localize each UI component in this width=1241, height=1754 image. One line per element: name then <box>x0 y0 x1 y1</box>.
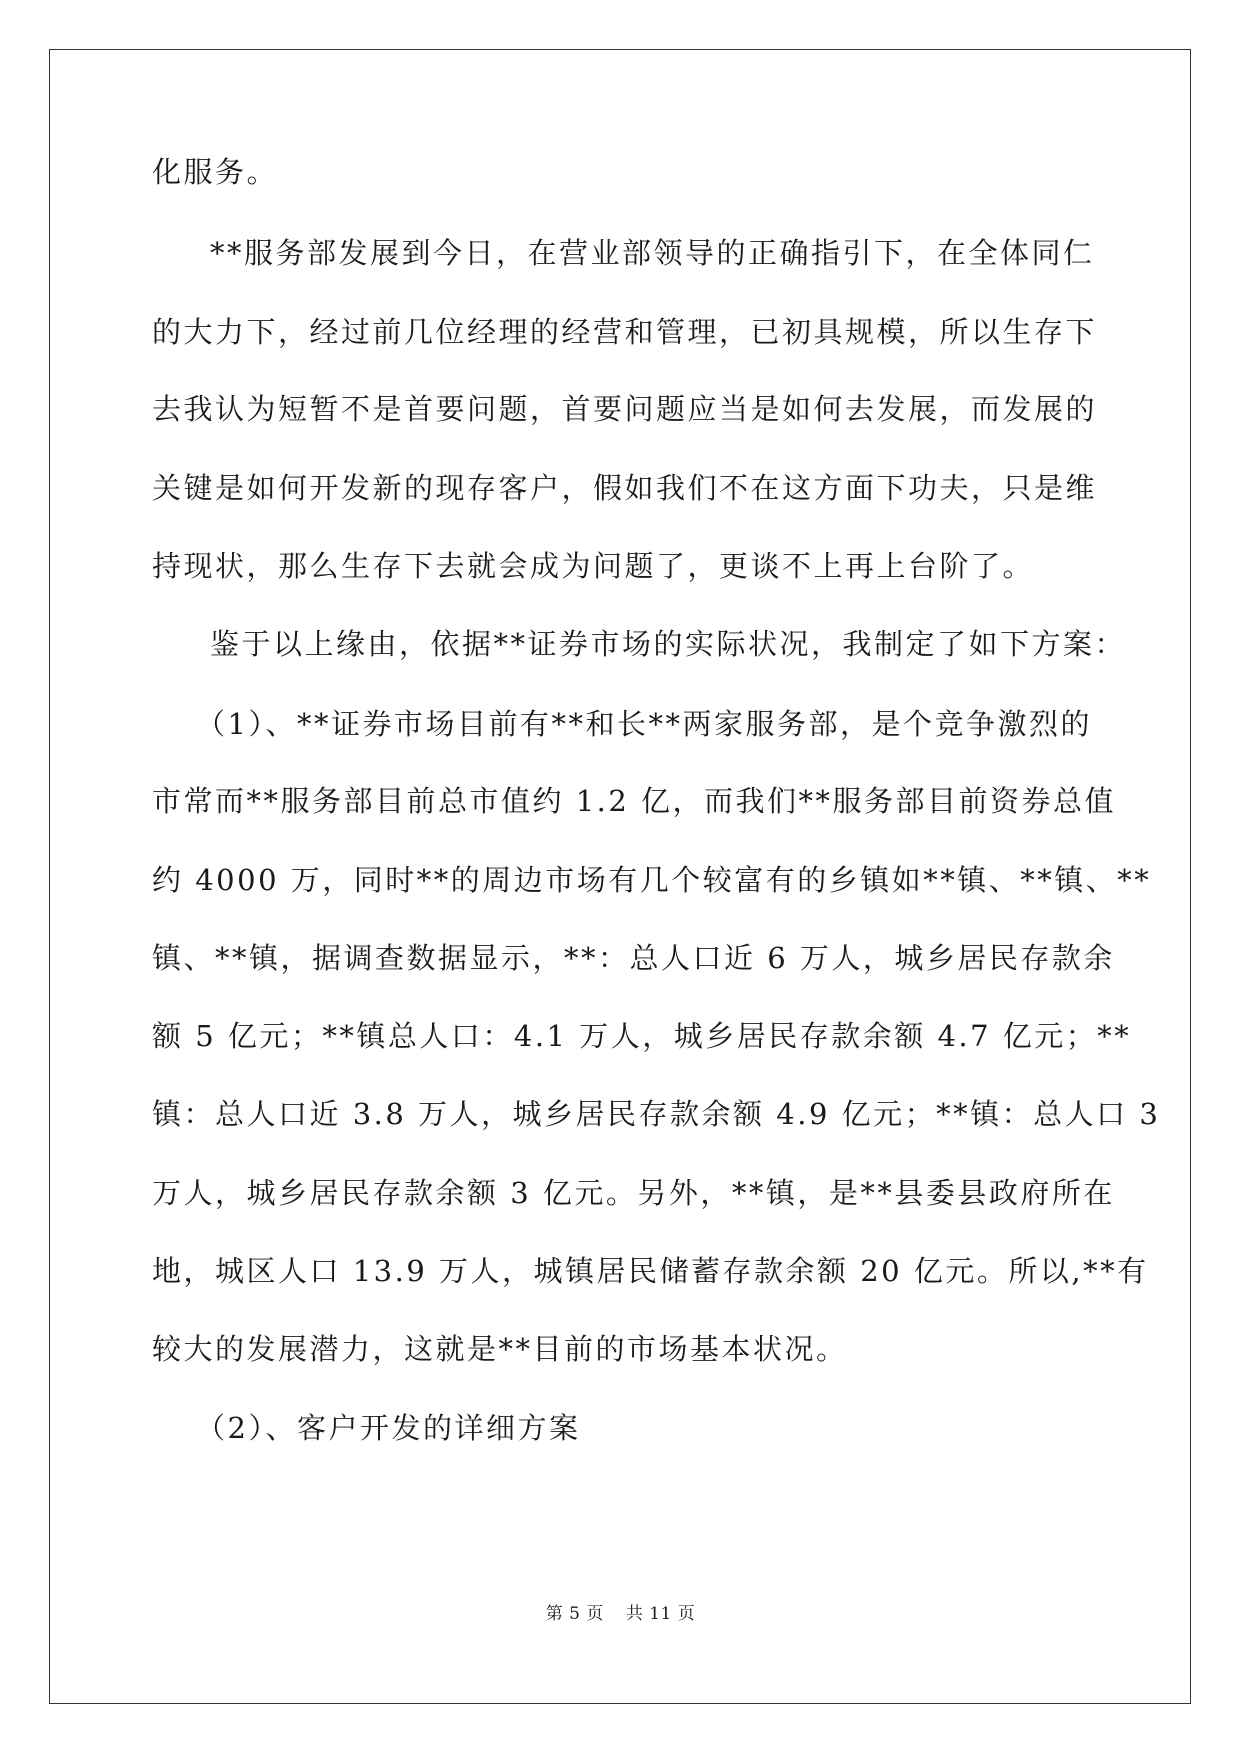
body-line-4: 去我认为短暂不是首要问题，首要问题应当是如何去发展，而发展的 <box>152 392 1098 426</box>
body-line-5: 关键是如何开发新的现存客户，假如我们不在这方面下功夫，只是维 <box>152 471 1098 505</box>
body-line-2: **服务部发展到今日，在营业部领导的正确指引下，在全体同仁 <box>210 236 1095 270</box>
body-line-10: 约 4000 万，同时**的周边市场有几个较富有的乡镇如**镇、**镇、** <box>152 863 1152 897</box>
body-line-11: 镇、**镇，据调查数据显示，**：总人口近 6 万人，城乡居民存款余 <box>152 941 1115 975</box>
body-line-6: 持现状，那么生存下去就会成为问题了，更谈不上再上台阶了。 <box>152 549 1035 583</box>
page-total: 共 11 页 <box>625 1604 696 1624</box>
page-footer <box>0 1602 1241 1626</box>
body-line-15: 地，城区人口 13.9 万人，城镇居民储蓄存款余额 20 亿元。所以,**有 <box>152 1254 1149 1288</box>
body-line-8: （1）、**证券市场目前有**和长**两家服务部，是个竞争激烈的 <box>196 707 1092 741</box>
body-line-16: 较大的发展潜力，这就是**目前的市场基本状况。 <box>152 1332 848 1366</box>
body-line-14: 万人，城乡居民存款余额 3 亿元。另外，**镇，是**县委县政府所在 <box>152 1176 1115 1210</box>
body-line-12: 额 5 亿元；**镇总人口：4.1 万人，城乡居民存款余额 4.7 亿元；** <box>152 1019 1132 1053</box>
body-line-7: 鉴于以上缘由，依据**证券市场的实际状况，我制定了如下方案： <box>210 627 1127 661</box>
body-line-1: 化服务。 <box>152 155 279 189</box>
body-line-13: 镇：总人口近 3.8 万人，城乡居民存款余额 4.9 亿元；**镇：总人口 3 <box>152 1097 1161 1131</box>
body-line-3: 的大力下，经过前几位经理的经营和管理，已初具规模，所以生存下 <box>152 315 1098 349</box>
body-line-17: （2）、客户开发的详细方案 <box>196 1411 581 1445</box>
body-line-9: 市常而**服务部目前总市值约 1.2 亿，而我们**服务部目前资券总值 <box>152 784 1117 818</box>
page-number: 第 5 页 <box>545 1604 604 1624</box>
